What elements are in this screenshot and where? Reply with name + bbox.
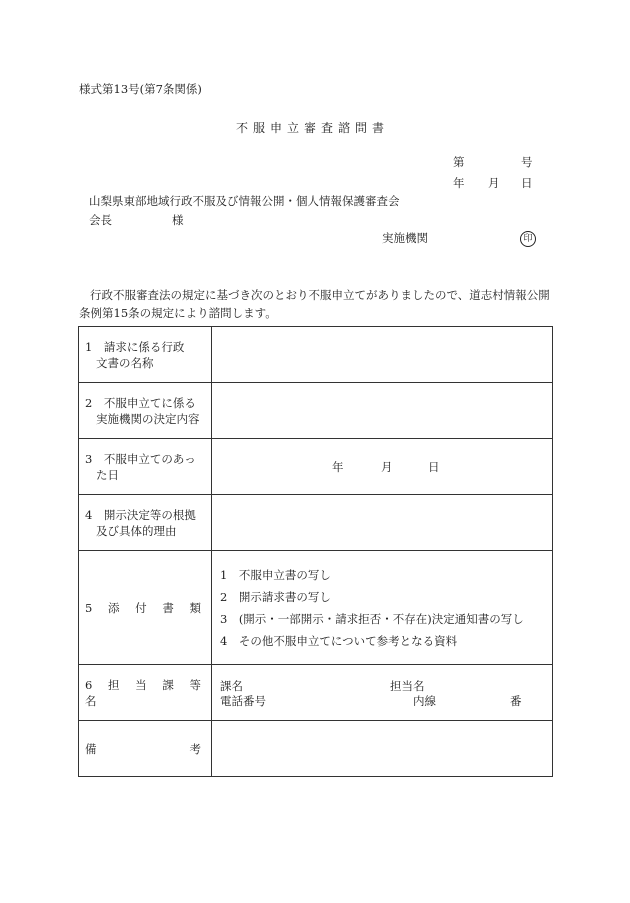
extension-label: 内線 bbox=[413, 693, 436, 708]
row-department bbox=[79, 665, 553, 721]
label-department bbox=[79, 665, 212, 721]
row-document-name bbox=[79, 327, 553, 383]
label-remarks-text: 備 考 bbox=[85, 741, 201, 756]
value-decision-content[interactable] bbox=[212, 383, 553, 439]
value-remarks[interactable] bbox=[212, 721, 553, 777]
row-appeal-date bbox=[79, 439, 553, 495]
appeal-month: 月 bbox=[381, 460, 393, 474]
section-label: 課名 bbox=[220, 678, 243, 693]
label-department-text: 6 担 当 課 等 名 bbox=[85, 677, 213, 708]
appeal-year: 年 bbox=[332, 460, 344, 474]
label-decision-content bbox=[79, 383, 212, 439]
row-remarks bbox=[79, 721, 553, 777]
document-title: 不服申立審査諮問書 bbox=[236, 121, 390, 135]
attachment-item: 2 開示請求書の写し bbox=[220, 589, 331, 604]
form-number: 様式第13号(第7条関係) bbox=[79, 82, 202, 96]
inquiry-form-table bbox=[78, 326, 553, 777]
label-document-name-line2: 文書の名称 bbox=[96, 355, 154, 370]
seal-mark bbox=[520, 230, 536, 247]
intro-paragraph: 行政不服審査法の規定に基づき次のとおり不服申立てがありましたので、道志村情報公開条例第15条の規定により諮問します。 bbox=[79, 288, 550, 320]
value-grounds[interactable] bbox=[212, 495, 553, 551]
date-year: 年 bbox=[453, 176, 465, 190]
sender-label: 実施機関 bbox=[382, 231, 428, 245]
ref-no-suffix: 号 bbox=[521, 155, 533, 169]
addressee-chair: 会長 bbox=[89, 213, 112, 227]
label-appeal-date-line1: 3 不服申立てのあっ bbox=[85, 451, 196, 466]
phone-label: 電話番号 bbox=[220, 693, 266, 708]
value-department[interactable] bbox=[212, 665, 553, 721]
row-grounds bbox=[79, 495, 553, 551]
contact-fields bbox=[220, 678, 552, 708]
date-month: 月 bbox=[488, 176, 500, 190]
label-document-name-line1: 1 請求に係る行政 bbox=[85, 339, 185, 354]
label-grounds-line2: 及び具体的理由 bbox=[96, 523, 177, 538]
label-appeal-date bbox=[79, 439, 212, 495]
label-remarks bbox=[79, 721, 212, 777]
addressee-honorific: 様 bbox=[172, 213, 184, 227]
attachment-item: 1 不服申立書の写し bbox=[220, 567, 331, 582]
value-document-name[interactable] bbox=[212, 327, 553, 383]
label-grounds bbox=[79, 495, 212, 551]
value-appeal-date[interactable] bbox=[212, 439, 553, 495]
label-decision-content-line1: 2 不服申立てに係る bbox=[85, 395, 196, 410]
label-decision-content-line2: 実施機関の決定内容 bbox=[96, 411, 200, 426]
value-attachments bbox=[212, 551, 553, 665]
attachment-item: 3 (開示・一部開示・請求拒否・不存在)決定通知書の写し bbox=[220, 611, 524, 626]
number-label: 番 bbox=[510, 693, 522, 708]
appeal-day: 日 bbox=[428, 460, 440, 474]
person-label: 担当名 bbox=[390, 678, 425, 693]
ref-no-prefix: 第 bbox=[453, 155, 465, 169]
seal-text: 印 bbox=[520, 231, 536, 247]
label-attachments-text: 5 添 付 書 類 bbox=[85, 600, 201, 615]
label-document-name bbox=[79, 327, 212, 383]
label-appeal-date-line2: た日 bbox=[96, 467, 119, 482]
row-attachments bbox=[79, 551, 553, 665]
date-day: 日 bbox=[521, 176, 533, 190]
addressee-committee: 山梨県東部地域行政不服及び情報公開・個人情報保護審査会 bbox=[89, 194, 400, 208]
attachment-item: 4 その他不服申立てについて参考となる資料 bbox=[220, 633, 458, 648]
label-grounds-line1: 4 開示決定等の根拠 bbox=[85, 507, 196, 522]
row-decision-content bbox=[79, 383, 553, 439]
label-attachments bbox=[79, 551, 212, 665]
